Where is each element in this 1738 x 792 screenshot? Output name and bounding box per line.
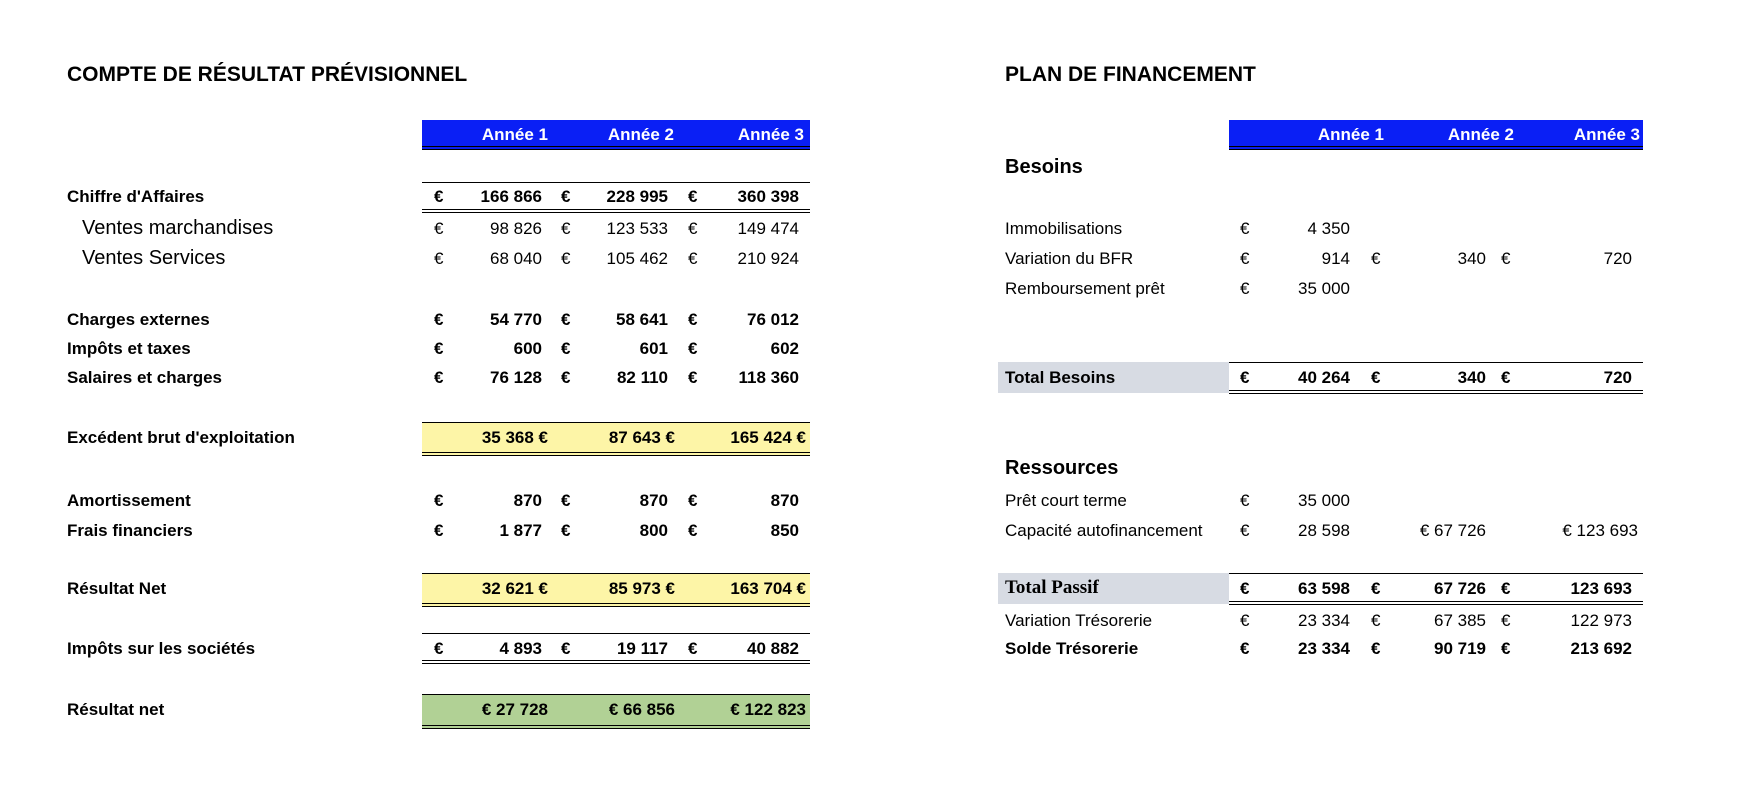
ca-year2: 228 995	[606, 187, 668, 206]
currency-symbol: €	[561, 249, 571, 268]
currency-symbol: €	[1501, 249, 1511, 268]
total-b-year2: 340	[1457, 368, 1486, 387]
ca-year3: 360 398	[737, 187, 799, 206]
currency-symbol: €	[1240, 279, 1250, 298]
currency-symbol: €	[434, 639, 444, 658]
currency-symbol: €	[561, 339, 571, 358]
currency-symbol: €	[1501, 611, 1511, 630]
row-label-chiffre-affaires: Chiffre d'Affaires	[67, 187, 205, 206]
currency-symbol: €	[561, 310, 571, 329]
is-bottom-rule	[422, 660, 810, 664]
var-t-year1: 23 334	[1298, 611, 1350, 630]
row-label-variation-tresorerie: Variation Trésorerie	[1005, 611, 1153, 630]
currency-symbol: €	[688, 491, 698, 510]
is-top-rule	[422, 633, 810, 634]
section-ressources: Ressources	[1005, 457, 1119, 479]
is-year3: 40 882	[747, 639, 799, 658]
currency-symbol: €	[1371, 639, 1381, 658]
total-passif-top-rule	[1229, 573, 1643, 574]
currency-symbol: €	[1240, 579, 1250, 598]
row-label-frais-financiers: Frais financiers	[67, 521, 193, 540]
currency-symbol: €	[561, 491, 571, 510]
caf-year1: 28 598	[1298, 521, 1350, 540]
row-label-salaires: Salaires et charges	[67, 368, 222, 387]
var-t-year3: 122 973	[1570, 611, 1632, 630]
currency-symbol: €	[1501, 579, 1511, 598]
row-label-ventes-services: Ventes Services	[82, 247, 226, 269]
frais-year1: 1 877	[499, 521, 542, 540]
left-header-year2: Année 2	[607, 125, 674, 144]
right-header-year3: Année 3	[1573, 125, 1640, 144]
row-label-impots-societes: Impôts sur les sociétés	[67, 639, 256, 658]
currency-symbol: €	[688, 187, 698, 206]
right-header-year2: Année 2	[1447, 125, 1514, 144]
left-header-row	[422, 120, 810, 150]
currency-symbol: €	[561, 521, 571, 540]
frais-year3: 850	[770, 521, 799, 540]
row-label-total-passif: Total Passif	[1005, 577, 1099, 598]
rn2-year1: € 27 728	[481, 700, 548, 719]
left-header-year1: Année 1	[481, 125, 548, 144]
currency-symbol: €	[1240, 368, 1250, 387]
currency-symbol: €	[434, 219, 444, 238]
currency-symbol: €	[1240, 219, 1250, 238]
solde-year1: 23 334	[1298, 639, 1350, 658]
rn2-year3: € 122 823	[730, 700, 806, 719]
currency-symbol: €	[561, 187, 571, 206]
currency-symbol: €	[434, 187, 444, 206]
is-year1: 4 893	[499, 639, 542, 658]
row-label-variation-bfr: Variation du BFR	[1005, 249, 1134, 268]
ca-top-rule	[422, 182, 810, 183]
rn1-year3: 163 704 €	[730, 579, 806, 598]
right-header-year1: Année 1	[1317, 125, 1384, 144]
currency-symbol: €	[561, 639, 571, 658]
ebe-year1: 35 368 €	[481, 428, 548, 447]
total-b-year3: 720	[1603, 368, 1632, 387]
row-label-charges-externes: Charges externes	[67, 310, 210, 329]
immo-year1: 4 350	[1307, 219, 1350, 238]
amort-year3: 870	[770, 491, 799, 510]
currency-symbol: €	[434, 249, 444, 268]
caf-year2: € 67 726	[1419, 521, 1486, 540]
charges-year3: 76 012	[747, 310, 799, 329]
currency-symbol: €	[688, 521, 698, 540]
total-passif-bottom-rule	[1229, 601, 1643, 605]
row-label-solde-tresorerie: Solde Trésorerie	[1005, 639, 1139, 658]
currency-symbol: €	[688, 339, 698, 358]
currency-symbol: €	[1371, 611, 1381, 630]
impots-t-year1: 600	[513, 339, 542, 358]
rn2-year2: € 66 856	[608, 700, 675, 719]
row-label-pret-court-terme: Prêt court terme	[1005, 491, 1127, 510]
ca-bottom-rule	[422, 209, 810, 213]
ventes-m-year3: 149 474	[737, 219, 799, 238]
bfr-year3: 720	[1603, 249, 1632, 268]
solde-year3: 213 692	[1570, 639, 1632, 658]
amort-year2: 870	[639, 491, 668, 510]
salaires-year1: 76 128	[490, 368, 542, 387]
currency-symbol: €	[434, 368, 444, 387]
salaires-year2: 82 110	[616, 368, 668, 387]
row-label-remboursement-pret: Remboursement prêt	[1005, 279, 1165, 298]
caf-year3: € 123 693	[1562, 521, 1638, 540]
total-p-year1: 63 598	[1298, 579, 1350, 598]
right-header-row	[1229, 120, 1643, 150]
ca-year1: 166 866	[480, 187, 542, 206]
impots-t-year2: 601	[639, 339, 668, 358]
currency-symbol: €	[1240, 491, 1250, 510]
ventes-m-year2: 123 533	[606, 219, 668, 238]
currency-symbol: €	[434, 310, 444, 329]
bfr-year2: 340	[1457, 249, 1486, 268]
ebe-year2: 87 643 €	[608, 428, 675, 447]
currency-symbol: €	[434, 491, 444, 510]
currency-symbol: €	[561, 219, 571, 238]
row-label-total-besoins: Total Besoins	[1005, 368, 1116, 387]
row-label-resultat-net-final: Résultat net	[67, 700, 165, 719]
row-label-ventes-marchandises: Ventes marchandises	[82, 217, 274, 239]
amort-year1: 870	[513, 491, 542, 510]
row-label-impots-taxes: Impôts et taxes	[67, 339, 191, 358]
remb-year1: 35 000	[1298, 279, 1350, 298]
currency-symbol: €	[1240, 611, 1250, 630]
currency-symbol: €	[688, 249, 698, 268]
charges-year2: 58 641	[616, 310, 668, 329]
currency-symbol: €	[688, 310, 698, 329]
currency-symbol: €	[1501, 639, 1511, 658]
currency-symbol: €	[561, 368, 571, 387]
total-p-year3: 123 693	[1570, 579, 1632, 598]
ebe-year3: 165 424 €	[730, 428, 806, 447]
currency-symbol: €	[1240, 249, 1250, 268]
total-besoins-top-rule	[1229, 362, 1643, 363]
total-besoins-bottom-rule	[1229, 390, 1643, 394]
frais-year2: 800	[639, 521, 668, 540]
ventes-s-year1: 68 040	[490, 249, 542, 268]
currency-symbol: €	[1371, 249, 1381, 268]
left-header-year3: Année 3	[737, 125, 804, 144]
row-label-amortissement: Amortissement	[67, 491, 191, 510]
right-table-title: PLAN DE FINANCEMENT	[1005, 63, 1256, 86]
pret-year1: 35 000	[1298, 491, 1350, 510]
var-t-year2: 67 385	[1434, 611, 1486, 630]
currency-symbol: €	[1371, 579, 1381, 598]
total-p-year2: 67 726	[1434, 579, 1486, 598]
bfr-year1: 914	[1321, 249, 1350, 268]
currency-symbol: €	[1371, 368, 1381, 387]
currency-symbol: €	[1240, 639, 1250, 658]
currency-symbol: €	[688, 219, 698, 238]
row-label-resultat-net: Résultat Net	[67, 579, 167, 598]
rn1-year1: 32 621 €	[481, 579, 548, 598]
is-year2: 19 117	[616, 639, 668, 658]
currency-symbol: €	[434, 339, 444, 358]
solde-year2: 90 719	[1434, 639, 1486, 658]
row-label-immobilisations: Immobilisations	[1005, 219, 1123, 238]
currency-symbol: €	[434, 521, 444, 540]
ventes-s-year2: 105 462	[606, 249, 668, 268]
currency-symbol: €	[688, 639, 698, 658]
charges-year1: 54 770	[490, 310, 542, 329]
row-label-ebe: Excédent brut d'exploitation	[67, 428, 295, 447]
row-label-capacite-autofinancement: Capacité autofinancement	[1005, 521, 1203, 540]
section-besoins: Besoins	[1005, 156, 1083, 178]
salaires-year3: 118 360	[738, 368, 799, 387]
currency-symbol: €	[1240, 521, 1250, 540]
rn1-year2: 85 973 €	[608, 579, 675, 598]
total-b-year1: 40 264	[1298, 368, 1350, 387]
left-table-title: COMPTE DE RÉSULTAT PRÉVISIONNEL	[67, 63, 468, 86]
currency-symbol: €	[688, 368, 698, 387]
ventes-m-year1: 98 826	[490, 219, 542, 238]
impots-t-year3: 602	[770, 339, 799, 358]
ventes-s-year3: 210 924	[737, 249, 799, 268]
currency-symbol: €	[1501, 368, 1511, 387]
